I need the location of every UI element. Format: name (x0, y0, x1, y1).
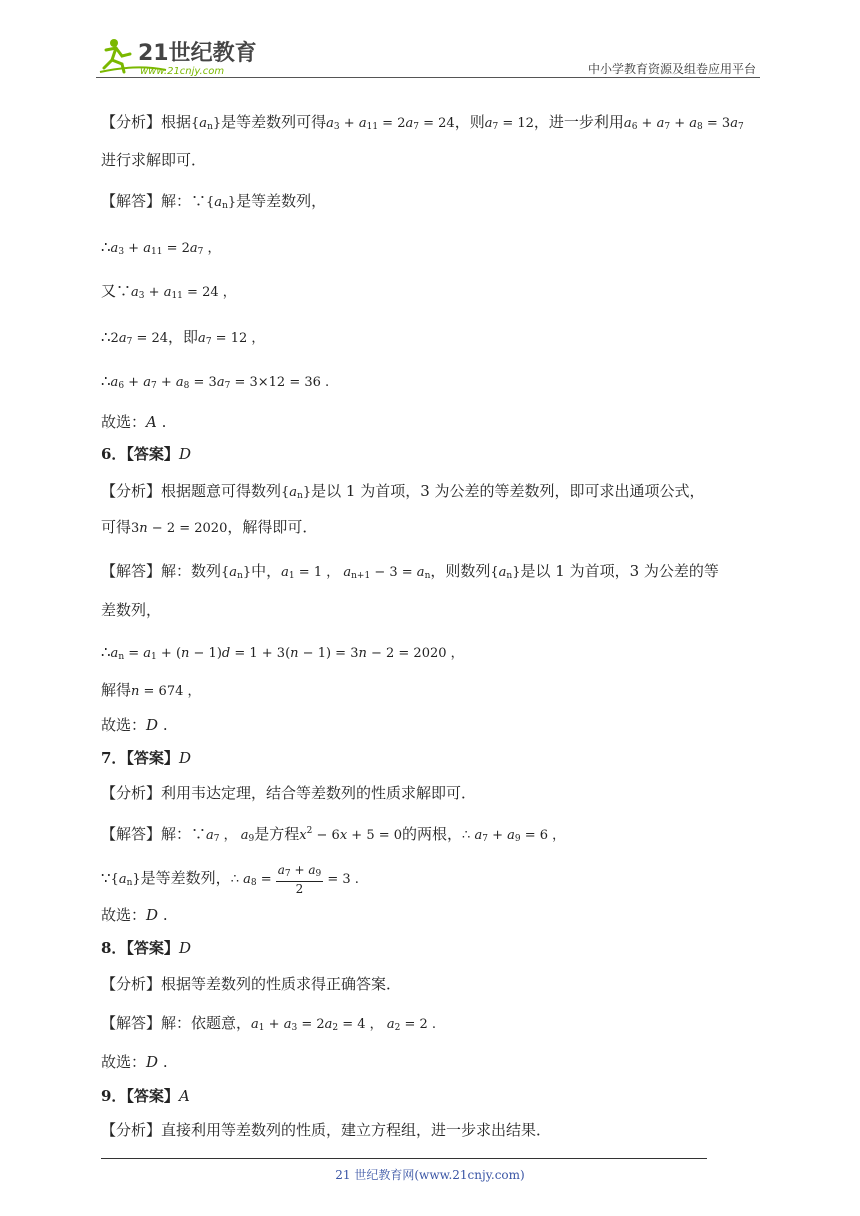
analysis-q5-cont: 进行求解即可． (101, 151, 207, 169)
choice-q5: 故选：A . (101, 413, 167, 431)
svg-text:www.21cnjy.com: www.21cnjy.com (140, 66, 225, 77)
answer-q7: 7．【答案】D (101, 749, 191, 767)
answer-q8: 8．【答案】D (101, 939, 191, 957)
choice-q8: 故选：D . (101, 1053, 168, 1071)
step-q6-1: $\therefore a_n = a_1 + (n - 1)d = 1 + 3(n - 1) = 3n - 2 = 2020$ ， (101, 643, 464, 662)
step-2: 又$\because a_3 + a_{11} = 24$ ， (101, 282, 236, 301)
analysis-q9: 【分析】直接利用等差数列的性质，建立方程组，进一步求出结果． (101, 1121, 552, 1139)
solution-q7-cont: $\because\{a_n\}$是等差数列，∴ $a_8$ = $\frac{a_7 + a_9}{2}$ = 3 . (101, 863, 359, 896)
analysis-q5: 【分析】根据$\{a_n\}$是等差数列可得$a_3 + a_{11} = 2a_7 = 24$，则$a_7 = 12$，进一步利用$a_6 + a_7 + a_8 = 3a_7$ (101, 113, 744, 132)
page-header (96, 34, 760, 80)
analysis-q6-cont: 可得3n − 2 = 2020，解得即可． (101, 518, 318, 536)
step-3: $\therefore 2a_7 = 24$，即$a_7 = 12$ ， (101, 328, 265, 347)
svg-text:21世纪教育: 21世纪教育 (138, 41, 257, 66)
solution-q5: 【解答】解：$\because\{a_n\}$是等差数列， (101, 192, 327, 211)
choice-q6: 故选：D . (101, 716, 168, 734)
site-logo (96, 34, 266, 78)
platform-name: 中小学教育资源及组卷应用平台 (587, 62, 756, 76)
choice-q7: 故选：D . (101, 906, 168, 924)
analysis-q6: 【分析】根据题意可得数列$\{a_n\}$是以 1 为首项，3 为公差的等差数列，即可求出通项公式， (101, 482, 705, 501)
solution-q8: 【解答】解：依题意，$a_1 + a_3 = 2a_2 = 4$ ， $a_2 = 2$ . (101, 1014, 437, 1033)
solution-q6: 【解答】解：数列$\{a_n\}$中，$a_1 = 1$ ， $a_{n+1} - 3 = a_n$，则数列$\{a_n\}$是以 1 为首项，3 为公差的等 (101, 562, 719, 581)
step-4: $\therefore a_6 + a_7 + a_8 = 3a_7 = 3\times 12 = 36$ . (101, 372, 330, 391)
solution-q7: 【解答】解：$\because a_7$ ， $a_9$是方程$x^2 - 6x + 5 = 0$的两根，∴ $a_7 + a_9 = 6$ ， (101, 825, 566, 844)
answer-q9: 9．【答案】A (101, 1087, 190, 1105)
analysis-q8: 【分析】根据等差数列的性质求得正确答案． (101, 975, 402, 993)
step-q6-2: 解得n = 674 ， (101, 681, 201, 699)
solution-q6-cont: 差数列， (101, 601, 162, 619)
step-1: $\therefore a_3 + a_{11} = 2a_7$ ， (101, 238, 221, 257)
page-footer: 21 世纪教育网(www.21cnjy.com) (335, 1168, 525, 1182)
answer-q6: 6．【答案】D (101, 445, 191, 463)
header-divider (96, 77, 760, 78)
footer-divider (101, 1158, 707, 1159)
analysis-q7: 【分析】利用韦达定理，结合等差数列的性质求解即可． (101, 784, 477, 802)
runner-logo-icon (96, 34, 266, 78)
